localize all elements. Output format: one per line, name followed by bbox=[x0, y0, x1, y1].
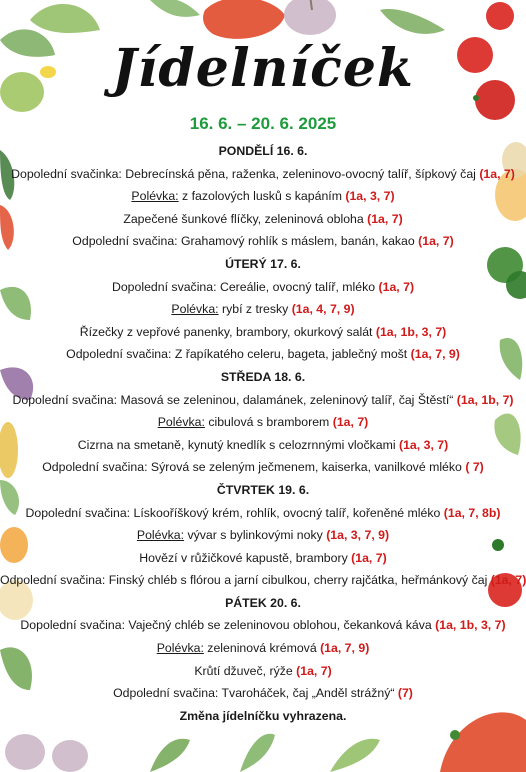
soup-label: Polévka: bbox=[131, 189, 179, 204]
allergens: (1a, 3, 7) bbox=[399, 437, 449, 452]
day-header: PONDĚLÍ 16. 6. bbox=[218, 144, 308, 158]
dish-text: cibulová s bramborem bbox=[204, 415, 333, 430]
day-header: STŘEDA 18. 6. bbox=[220, 369, 306, 384]
dish-text: Hovězí v růžičkové kapustě, brambory bbox=[139, 550, 352, 565]
menu-item bbox=[0, 614, 526, 637]
menu-item bbox=[0, 434, 526, 457]
allergens: (1a, 3, 7, 9) bbox=[326, 528, 390, 543]
allergens: (1a, 7, 8b) bbox=[443, 505, 501, 520]
menu-item bbox=[0, 389, 526, 412]
allergens: (1a, 7) bbox=[479, 166, 515, 181]
dish-text: Dopolední svačina: Masová se zeleninou, dalamánek, zeleninový talíř, čaj Štěstí“ bbox=[12, 392, 457, 407]
allergens: (1a, 4, 7, 9) bbox=[291, 302, 355, 317]
dish-text: Krůtí džuveč, rýže bbox=[194, 663, 297, 678]
soup-line bbox=[0, 637, 526, 660]
dish-text: vývar s bylinkovými noky bbox=[184, 528, 327, 543]
allergens: (1a, 7) bbox=[296, 663, 332, 678]
soup-line bbox=[0, 185, 526, 208]
allergens: (1a, 3, 7) bbox=[345, 189, 395, 204]
allergens: (1a, 7) bbox=[351, 550, 387, 565]
menu-item bbox=[0, 230, 526, 253]
dish-text: Dopolední svačina: Vaječný chléb se zeleninovou oblohou, čekanková káva bbox=[20, 618, 436, 633]
menu-item bbox=[0, 163, 526, 186]
dish-text: Dopolední svačinka: Debrecínská pěna, raženka, zeleninovo-ovocný talíř, šípkový čaj bbox=[11, 166, 480, 181]
date-range: 16. 6. – 20. 6. 2025 bbox=[189, 114, 337, 133]
menu-item bbox=[0, 502, 526, 525]
menu-item bbox=[0, 569, 526, 592]
menu-item bbox=[0, 547, 526, 570]
menu-item bbox=[0, 321, 526, 344]
allergens: (1a, 7) bbox=[378, 279, 415, 294]
menu-item bbox=[0, 682, 526, 705]
menu-item bbox=[0, 208, 526, 231]
allergens: (7) bbox=[397, 686, 413, 701]
soup-label: Polévka: bbox=[136, 528, 185, 543]
allergens: (1a, 1b, 7) bbox=[456, 392, 514, 407]
soup-label: Polévka: bbox=[156, 641, 204, 656]
dish-text: Odpolední svačina: Tvaroháček, čaj „Anděl strážný“ bbox=[113, 686, 398, 701]
allergens: (1a, 7) bbox=[332, 415, 369, 430]
dish-text: Řízečky z vepřové panenky, brambory, okurkový salát bbox=[79, 324, 376, 339]
day-header: ČTVRTEK 19. 6. bbox=[216, 482, 310, 497]
allergens: (1a, 1b, 3, 7) bbox=[435, 618, 506, 633]
allergens: (1a, 7) bbox=[418, 234, 454, 249]
dish-text: Odpolední svačina: Sýrová se zeleným ječmenem, kaiserka, vanilkové mléko bbox=[42, 460, 466, 475]
dish-text: Dopolední svačina: Cereálie, ovocný talíř, mléko bbox=[111, 279, 379, 294]
soup-label: Polévka: bbox=[157, 415, 205, 430]
dish-text: Zapečené šunkové flíčky, zeleninová obloha bbox=[123, 211, 368, 226]
menu-item bbox=[0, 456, 526, 479]
menu-item bbox=[0, 343, 526, 366]
menu-item bbox=[0, 276, 526, 299]
dish-text: zeleninová krémová bbox=[203, 641, 321, 656]
allergens: ( 7) bbox=[465, 460, 484, 475]
dish-text: z fazolových lusků s kapáním bbox=[178, 189, 346, 204]
allergens: (1a, 7) bbox=[490, 573, 526, 588]
page-title: Jídelníček bbox=[112, 38, 414, 99]
day-header: PÁTEK 20. 6. bbox=[225, 595, 301, 610]
allergens: (1a, 7, 9) bbox=[320, 641, 370, 656]
allergens: (1a, 1b, 3, 7) bbox=[375, 324, 447, 339]
dish-text: Odpolední svačina: Z řapíkatého celeru, bageta, jablečný mošt bbox=[66, 347, 411, 362]
dish-text: Odpolední svačina: Grahamový rohlík s máslem, banán, kakao bbox=[72, 234, 419, 249]
dish-text: Odpolední svačina: Finský chléb s flórou a jarní cibulkou, cherry rajčátka, heřmánkový čaj bbox=[0, 573, 491, 588]
dish-text: rybí z tresky bbox=[218, 302, 292, 317]
soup-line bbox=[0, 298, 526, 321]
dish-text: Cizrna na smetaně, kynutý knedlík s celozrnnými vločkami bbox=[77, 437, 399, 452]
allergens: (1a, 7) bbox=[367, 211, 403, 226]
allergens: (1a, 7, 9) bbox=[410, 347, 460, 362]
dish-text: Dopolední svačina: Lískooříškový krém, rohlík, ovocný talíř, kořeněné mléko bbox=[25, 505, 444, 520]
weekly-menu bbox=[0, 140, 526, 727]
menu-item bbox=[0, 660, 526, 683]
soup-line bbox=[0, 524, 526, 547]
day-header: ÚTERÝ 17. 6. bbox=[225, 256, 301, 271]
footer-note: Změna jídelníčku vyhrazena. bbox=[179, 708, 347, 723]
soup-label: Polévka: bbox=[171, 302, 219, 317]
soup-line bbox=[0, 411, 526, 434]
